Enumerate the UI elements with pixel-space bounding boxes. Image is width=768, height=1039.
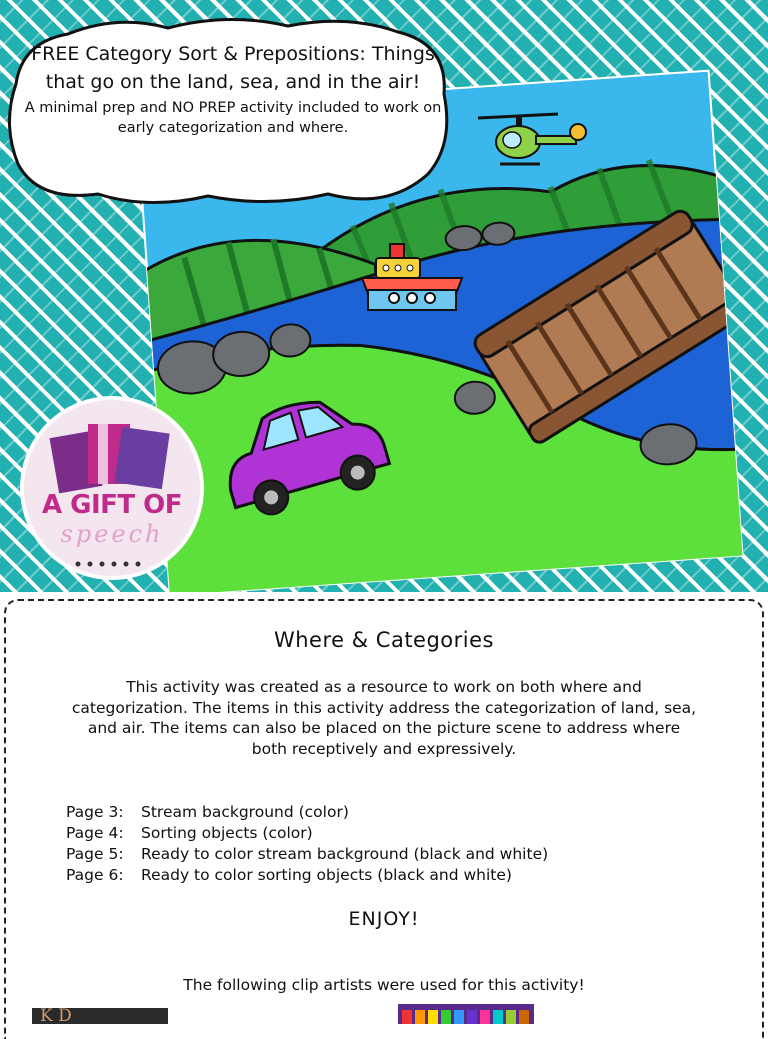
cover-title: FREE Category Sort & Prepositions: Things that go on the land, sea, and in the air! <box>31 43 435 93</box>
page-number: Page 5: <box>66 845 124 863</box>
artist-logo-right <box>398 1004 534 1024</box>
artist-logo-left-text: K D <box>40 1008 72 1024</box>
page-description: Ready to color sorting objects (black and white) <box>141 866 512 884</box>
page-number: Page 4: <box>66 824 124 842</box>
color-swatch-icon <box>398 1004 534 1024</box>
logo-script-text: speech <box>60 520 164 548</box>
enjoy-text: ENJOY! <box>348 908 420 930</box>
list-item <box>66 865 706 886</box>
section-title: Where & Categories <box>273 628 494 652</box>
artist-logo-left <box>32 1008 168 1024</box>
page-description: Ready to color stream background (black and white) <box>141 845 549 863</box>
brand-logo <box>18 394 206 582</box>
page-list <box>66 802 706 886</box>
logo-main-text: A GIFT OF <box>41 490 183 520</box>
title-cloud <box>8 14 454 206</box>
list-item <box>66 844 706 865</box>
logo-badge-icon <box>18 394 206 582</box>
list-item <box>66 802 706 823</box>
page-description: Stream background (color) <box>141 803 349 821</box>
intro-paragraph: This activity was created as a resource to work on both where and categorization. The items in this activity address the categorization of land, sea, and air. The items can also be placed on the picture scene to address where both receptively and expressively. <box>71 678 697 758</box>
cover-subtitle: A minimal prep and NO PREP activity included to work on early categorization and where. <box>24 100 442 136</box>
list-item <box>66 823 706 844</box>
credits-text: The following clip artists were used for this activity! <box>183 976 585 994</box>
page-number: Page 3: <box>66 803 124 821</box>
page-number: Page 6: <box>66 866 124 884</box>
page-description: Sorting objects (color) <box>141 824 313 842</box>
